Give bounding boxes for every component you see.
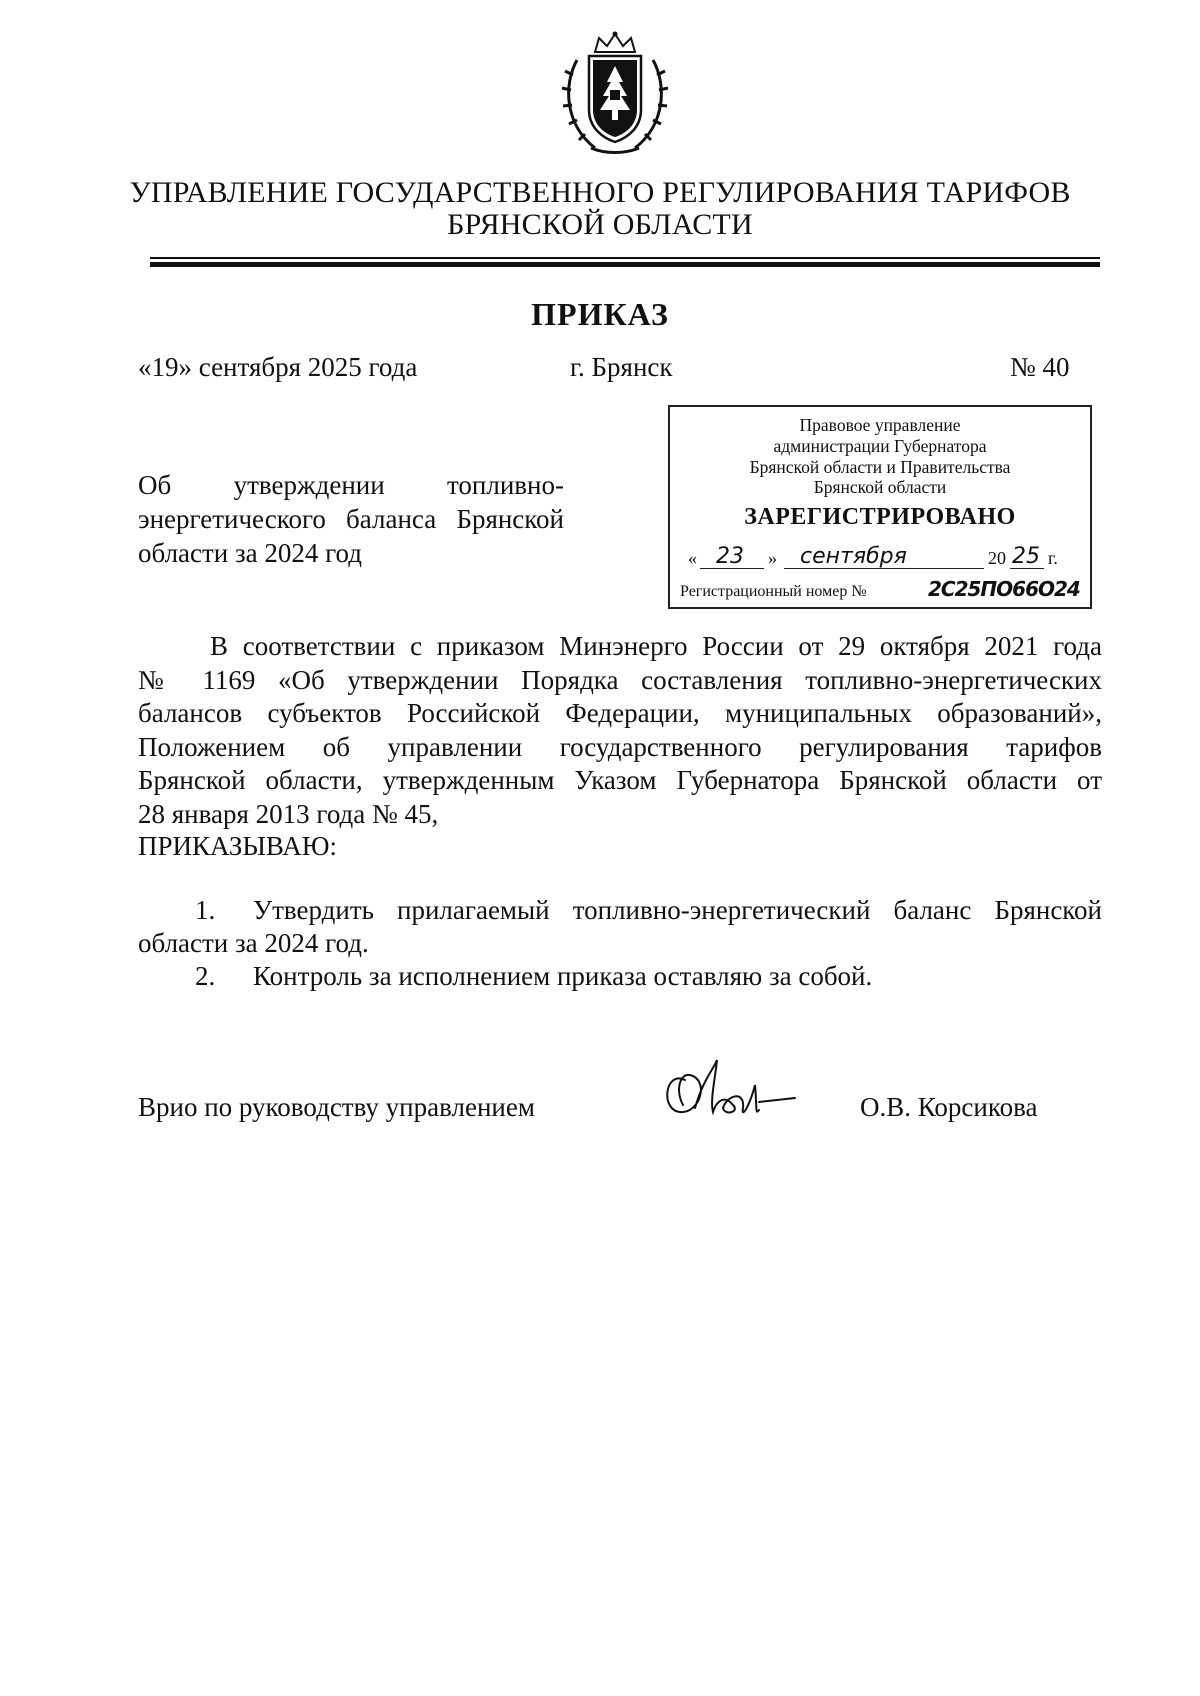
order-item [195,961,872,992]
stamp-year-prefix: 20 [988,548,1006,568]
item-number: 2. [195,961,216,991]
preamble-line: № 1169 «Об утверждении Порядка составления топливно-энергетических [138,664,1102,695]
stamp-line: Брянской области [813,477,947,497]
org-name-line1: УПРАВЛЕНИЕ ГОСУДАРСТВЕННОГО РЕГУЛИРОВАНИЯ ТАРИФОВ [129,176,1071,209]
preamble-line: В соответствии с приказом Минэнерго России от 29 октября 2021 года [210,631,1102,661]
document-number: № 40 [1010,352,1070,382]
stamp-line: Правовое управление [799,415,961,435]
document-subject [138,468,564,570]
registration-stamp [668,405,1092,609]
preamble-line: Брянской области, утвержденным Указом Губернатора Брянской области от [138,765,1102,795]
stamp-year-end: г. [1048,548,1058,568]
stamp-date-row: « 23 » сентября 20 25 г. [688,544,1058,569]
stamp-date-month: сентября [800,544,907,569]
handwritten-signature-icon [655,1050,805,1130]
order-item [195,895,1102,926]
stamp-title: ЗАРЕГИСТРИРОВАНО [744,504,1016,530]
order-word: ПРИКАЗЫВАЮ: [138,831,337,861]
stamp-line: администрации Губернатора [773,436,987,456]
subject-line: энергетического баланса Брянской [138,504,564,534]
subject-line: области за 2024 год [138,538,363,568]
preamble-line: 28 января 2013 года № 45, [138,798,439,829]
org-name-line2: БРЯНСКОЙ ОБЛАСТИ [447,208,753,241]
document-city: г. Брянск [570,352,673,382]
document-date: «19» сентября 2025 года [138,352,418,382]
item-text: Утвердить прилагаемый топливно-энергетический баланс Брянской [253,895,1102,925]
bryansk-coat-of-arms-icon [555,30,675,160]
document-type: ПРИКАЗ [531,296,669,332]
stamp-registration-row [680,579,1080,605]
preamble-line: Положением об управлении государственного регулирования тарифов [138,731,1102,762]
signatory-name: О.В. Корсикова [860,1092,1038,1122]
header-rule-thick [150,262,1100,267]
preamble [138,630,1102,831]
stamp-date-day: 23 [716,544,744,569]
item-number: 1. [195,895,216,925]
stamp-reg-label: Регистрационный номер № [680,583,867,600]
item-text-continued: области за 2024 год. [138,928,369,958]
subject-line: Об утверждении топливно- [138,470,564,500]
header-rule-thin [150,257,1100,259]
preamble-line: балансов субъектов Российской Федерации, муниципальных образований», [138,698,1102,728]
stamp-reg-number: 2С25ПО66О24 [928,577,1080,601]
signatory-position: Врио по руководству управлением [138,1092,535,1122]
stamp-line: Брянской области и Правительства [749,457,1011,477]
stamp-year-suffix: 25 [1012,544,1040,569]
item-text: Контроль за исполнением приказа оставляю за собой. [253,961,873,991]
